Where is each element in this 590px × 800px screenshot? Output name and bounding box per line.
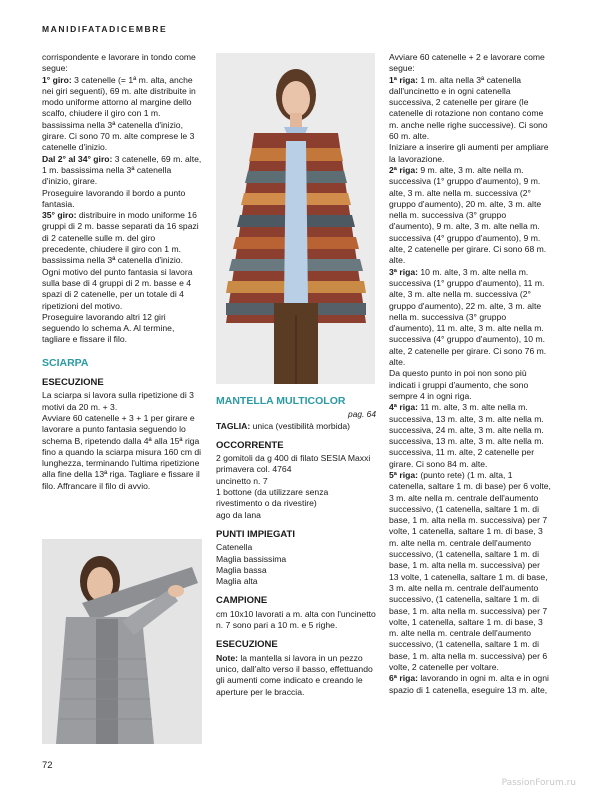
paragraph xyxy=(42,154,202,188)
paragraph xyxy=(216,421,376,432)
paragraph: corrispondente e lavorare in tondo come segue: xyxy=(42,52,196,74)
section-title-sciarpa: SCIARPA xyxy=(42,356,89,369)
list-item: Maglia bassissima xyxy=(216,553,287,564)
step-text: 1 m. alta nella 3ª catenella dall'uncinetto e in ogni catenella successiva, 2 catenelle per girare (le catenelle di rotazione non contano come m. anche nelle righe successive). Ci sono 60 m. alte. xyxy=(389,74,548,142)
step-text: 11 m. alte, 3 m. alte nella m. successiva, 13 m. alte, 3 m. alte nella m. successiva, 24 m. alte, 3 m. alte nella m. successiva, 13 m. alte, 3 m. alte nella m. successiva, 11 m. alte, 2 catenelle per girare. Ci sono 84 m. alte. xyxy=(389,402,544,469)
note-label: Note: xyxy=(216,652,238,663)
paragraph: ago da lana xyxy=(216,509,261,520)
step-label: 4ª riga: xyxy=(389,402,418,413)
paragraph: La sciarpa si lavora sulla ripetizione di 3 motivi da 20 m. + 3. xyxy=(42,390,194,412)
page-number: 72 xyxy=(42,760,53,771)
note-text: la mantella si lavora in un pezzo unico, dall'alto verso il basso, effettuando gli aumenti come indicato e creando le aperture per le braccia. xyxy=(216,652,373,697)
step-label: 6ª riga: xyxy=(389,673,418,684)
paragraph xyxy=(42,75,202,154)
column-middle xyxy=(216,392,376,698)
taglia-label: TAGLIA: xyxy=(216,420,251,431)
paragraph: 1 bottone (da utilizzare senza rivestimento o da rivestire) xyxy=(216,487,329,509)
section-title-campione: CAMPIONE xyxy=(216,595,268,607)
paragraph xyxy=(389,470,551,673)
section-title-esecuzione: ESECUZIONE xyxy=(42,377,104,389)
paragraph xyxy=(389,402,551,470)
list-item: Maglia bassa xyxy=(216,564,267,575)
scarf-model-illustration xyxy=(42,539,202,744)
paragraph: 2 gomitoli da g 400 di filato SESIA Maxxi primavera col. 4764 xyxy=(216,453,371,475)
paragraph xyxy=(42,210,202,312)
page-reference: pag. 64 xyxy=(348,409,376,420)
list-item: Catenella xyxy=(216,542,253,553)
step-label: Dal 2° al 34° giro: xyxy=(42,153,113,164)
step-label: 5ª riga: xyxy=(389,469,418,480)
step-label: 3ª riga: xyxy=(389,266,418,277)
column-left xyxy=(42,52,202,492)
paragraph xyxy=(216,653,376,698)
step-label: 1° giro: xyxy=(42,74,72,85)
paragraph: Proseguire lavorando altri 12 giri seguendo lo schema A. Al termine, tagliare e fissare il filo. xyxy=(42,311,175,345)
paragraph xyxy=(389,75,551,143)
paragraph: Proseguire lavorando il bordo a punto fantasia. xyxy=(42,187,186,209)
paragraph: Iniziare a inserire gli aumenti per ampliare la lavorazione. xyxy=(389,142,549,164)
page-reference-row xyxy=(216,409,376,420)
watermark: PassionForum.ru xyxy=(501,778,576,788)
section-title-punti: PUNTI IMPIEGATI xyxy=(216,528,295,540)
paragraph xyxy=(389,165,551,267)
step-label: 35° giro: xyxy=(42,210,77,221)
step-text: lavorando in ogni m. alta e in ogni spazio di 1 catenella, eseguire 13 m. alte, xyxy=(389,673,549,695)
taglia-text: unica (vestibilità morbida) xyxy=(250,420,351,431)
section-title-occorrente: OCCORRENTE xyxy=(216,439,284,451)
paragraph: cm 10x10 lavorati a m. alta con l'uncinetto n. 7 sono pari a 10 m. e 5 righe. xyxy=(216,608,376,631)
paragraph: Avviare 60 catenelle + 3 + 1 per girare e lavorare a punto fantasia seguendo lo schema B, ripetendo dalla 4ª alla 15ª riga fino a quando la sciarpa misura 160 cm di lunghezza, terminando l'ultima ripetizione alla fine della 13ª riga. Tagliare e fissare il filo. Affrancare il filo di avvio. xyxy=(42,412,202,491)
paragraph xyxy=(389,267,551,369)
step-text: (punto rete) (1 m. alta, 1 catenella, saltare 1 m. di base) per 6 volte, 3 m. alte nella m. centrale dell'aumento successivo, (1 catenella, saltare 1 m. di base, 1 m. alta nella m. successiva) per 7 volte, 1 catenella, saltare 1 m. di base, 3 m. alte nella m. centrale dell'aumento successivo, (1 catenella, saltare 1 m. di base, 1 m. alta nella m. successiva) per 13 volte, 1 catenella, saltare 1 m. di base, 3 m. alte nella m. centrale dell'aumento successivo, (1 catenella, saltare 1 m. di base, 1 m. alta nella m. successiva) per 7 volte, 1 catenella, saltare 1 m. di base, 3 m. alte nella m. centrale dell'aumento successivo, (1 catenella, saltare 1 m. di base, 1 m. alta nella m. successiva) per 6 volte, 2 catenelle per voltare. xyxy=(389,469,551,673)
step-text: distribuire in modo uniforme 16 gruppi di 2 m. basse separati da 16 spazi di 2 catenelle sulle m. del giro precedente, chiudere il giro con 1 m. bassissima nella 3ª catenella d'inizio. Ogni motivo del punto fantasia si lavora sulla base di 4 gruppi di 2 m. basse e 4 spazi di 2 catenelle, per un totale di 4 ripetizioni del motivo. xyxy=(42,210,199,311)
paragraph xyxy=(389,673,551,696)
step-text: 3 catenelle (= 1ª m. alta, anche nei giri seguenti), 69 m. alte distribuite in modo uniforme attorno al margine dello scalfo, chiudere il giro con 1 m. bassissima nella 3ª catenella d'inizio, girare. Ci sono 70 m. alte comprese le 3 catenelle d'inizio. xyxy=(42,74,196,153)
column-right xyxy=(389,52,551,696)
step-text: 3 catenelle, 69 m. alte, 1 m. bassissima nella 3ª catenella d'inizio, girare. xyxy=(42,153,202,187)
step-text: 10 m. alte, 3 m. alte nella m. successiva (1° gruppo d'aumento), 11 m. alte, 3 m. alte nella m. successiva (2° gruppo d'aumento), 22 m. alte, 3 m. alte nella m. successiva (3° gruppo d'aumento), 11 m. alte, 3 m. alte nella m. successiva (4° gruppo d'aumento), 10 m. alte, 2 catenelle per girare. Ci sono 76 m. alte. xyxy=(389,266,547,368)
paragraph: Da questo punto in poi non sono più indicati i gruppi d'aumento, che sono sempre 4 in ogni riga. xyxy=(389,368,529,401)
step-label: 2ª riga: xyxy=(389,164,418,175)
step-text: 9 m. alte, 3 m. alte nella m. successiva (1° gruppo d'aumento), 9 m. alte, 3 m. alte nella m. successiva (2° gruppo d'aumento), 20 m. alte, 3 m. alte nella m. successiva (3° gruppo d'aumento), 9 m. alte, 3 m. alte nella m. successiva (4° gruppo d'aumento), 9 m. alte, 2 catenelle per girare. Ci sono 68 m. alte. xyxy=(389,164,547,266)
photo-sciarpa xyxy=(42,539,202,744)
photo-mantella-multicolor xyxy=(216,53,375,384)
section-title-mantella: MANTELLA MULTICOLOR xyxy=(216,395,346,407)
list-item: Maglia alta xyxy=(216,576,258,587)
cape-model-illustration xyxy=(216,53,375,384)
section-title-esecuzione-mantella: ESECUZIONE xyxy=(216,639,278,651)
paragraph: uncinetto n. 7 xyxy=(216,475,268,486)
step-label: 1ª riga: xyxy=(389,74,418,85)
paragraph: Avviare 60 catenelle + 2 e lavorare come segue: xyxy=(389,52,545,74)
magazine-header: MANIDIFATADICEMBRE xyxy=(42,24,168,34)
